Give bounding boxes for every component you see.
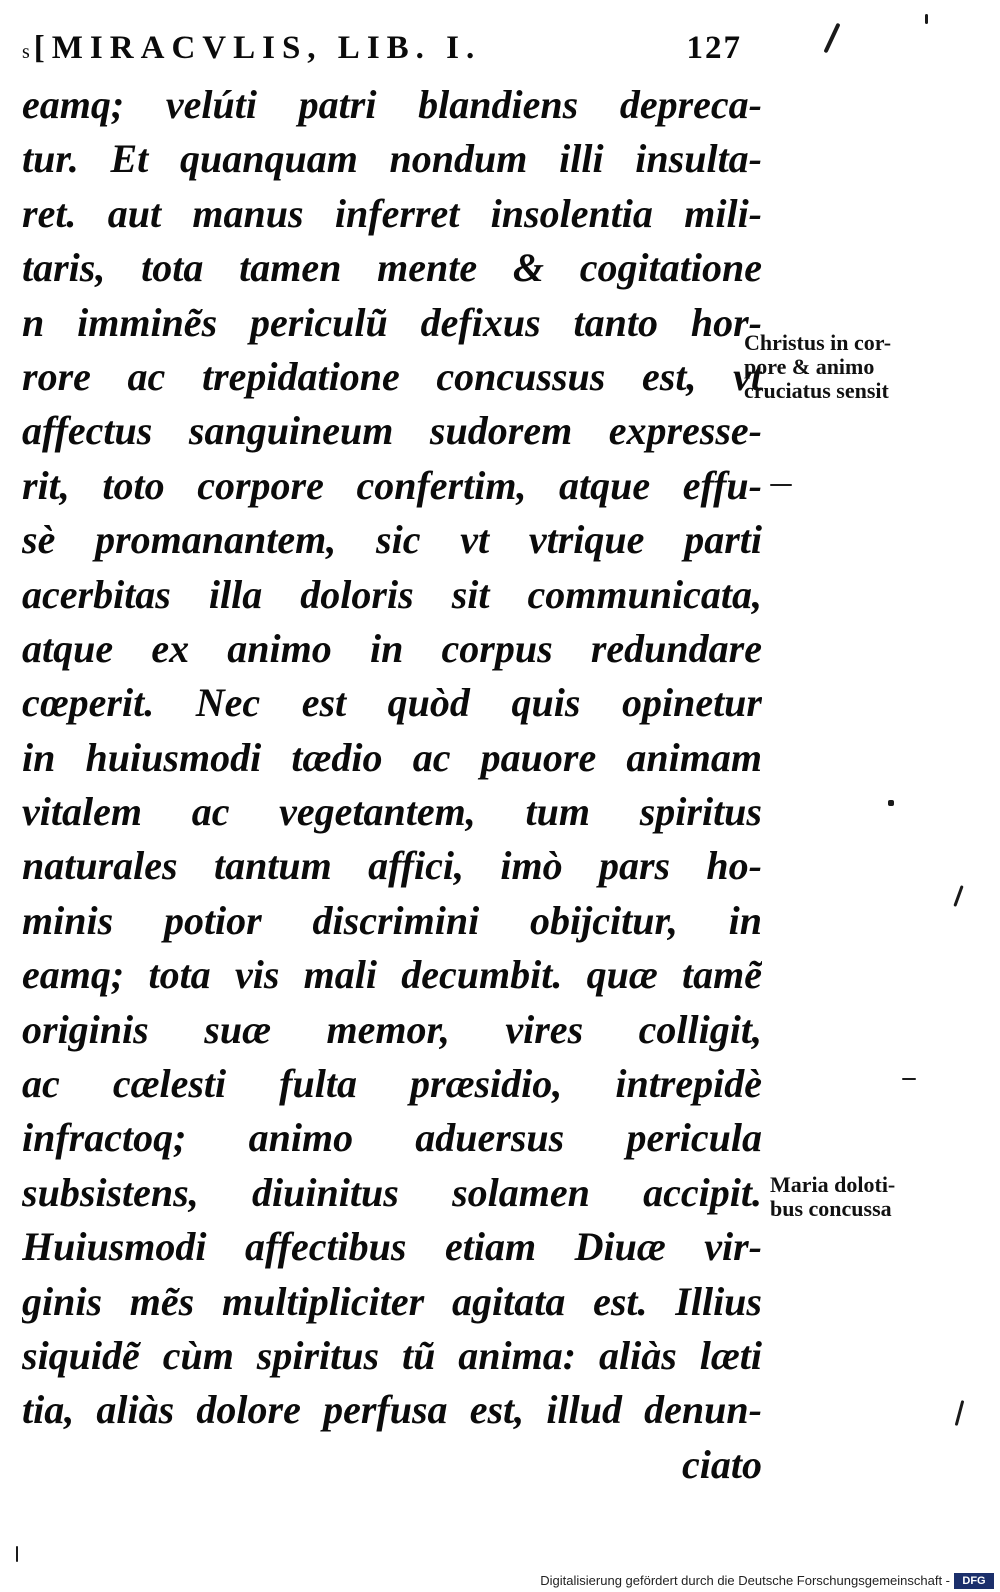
scan-speck [955,1400,965,1426]
scan-speck [925,14,928,24]
text-line: n imminẽs periculũ defixus tanto hor- [22,299,762,345]
running-title: [MIRACVLIS, LIB. I. [33,30,482,66]
text-line: originis suæ memor, vires colligit, [22,1006,762,1052]
text-line: siquidẽ cùm spiritus tũ anima: aliàs læti [22,1332,762,1378]
running-header [22,30,742,80]
marginal-note-line: cruciatus sensit [744,378,889,403]
scan-speck [823,23,840,54]
text-line: taris, tota tamen mente & cogitatione [22,245,762,291]
page-number: 127 [686,30,742,66]
text-line: in huiusmodi tædio ac pauore animam [22,734,762,780]
text-line: ginis mẽs multipliciter agitata est. Illius [22,1278,762,1324]
text-line: vitalem ac vegetantem, tum spiritus [22,789,762,835]
text-line: acerbitas illa doloris sit communicata, [22,571,762,617]
text-line: eamq; tota vis mali decumbit. quæ tamẽ [22,952,762,998]
text-line: rore ac trepidatione concussus est, vt [22,353,762,399]
marginal-note-line: bus concussa [770,1196,892,1221]
dfg-logo: DFG [954,1573,994,1589]
text-line: tia, aliàs dolore perfusa est, illud denun- [22,1387,762,1433]
text-line: eamq; velúti patri blandiens depreca- [22,82,762,127]
text-line: Huiusmodi affectibus etiam Diuæ vir- [22,1224,762,1270]
text-line: affectus sanguineum sudorem expresse- [22,408,762,454]
digitization-credit: Digitalisierung gefördert durch die Deutsche Forschungsgemeinschaft - [540,1573,950,1588]
marginal-note-christus [744,331,891,403]
text-line: ciato [682,1441,762,1487]
signature-mark: s [22,41,30,63]
scan-speck [16,1546,18,1562]
scan-speck [902,1078,916,1080]
marginal-note-line: pore & animo [744,354,875,379]
text-line: naturales tantum affici, imò pars ho- [22,843,762,889]
text-line: subsistens, diuinitus solamen accipit. [22,1169,762,1215]
marginal-note-maria [770,1173,895,1221]
text-line: atque ex animo in corpus redundare [22,625,762,671]
marginal-note-line: Maria doloti- [770,1172,896,1197]
text-line: cœperit. Nec est quòd quis opinetur [22,680,762,726]
text-line: tur. Et quanquam nondum illi insulta- [22,136,762,182]
scan-speck [888,800,894,806]
scan-speck [770,484,792,486]
text-line: rit, toto corpore confertim, atque effu- [22,462,762,508]
scan-speck [953,885,963,907]
main-text-block [22,78,762,1492]
marginal-note-line: Christus in cor- [744,330,892,355]
text-line: minis potior discrimini obijcitur, in [22,897,762,943]
text-line: ret. aut manus inferret insolentia mili- [22,190,762,236]
text-line: infractoq; animo aduersus pericula [22,1115,762,1161]
text-line: sè promanantem, sic vt vtrique parti [22,517,762,563]
text-line: ac cælesti fulta præsidio, intrepidè [22,1061,762,1107]
